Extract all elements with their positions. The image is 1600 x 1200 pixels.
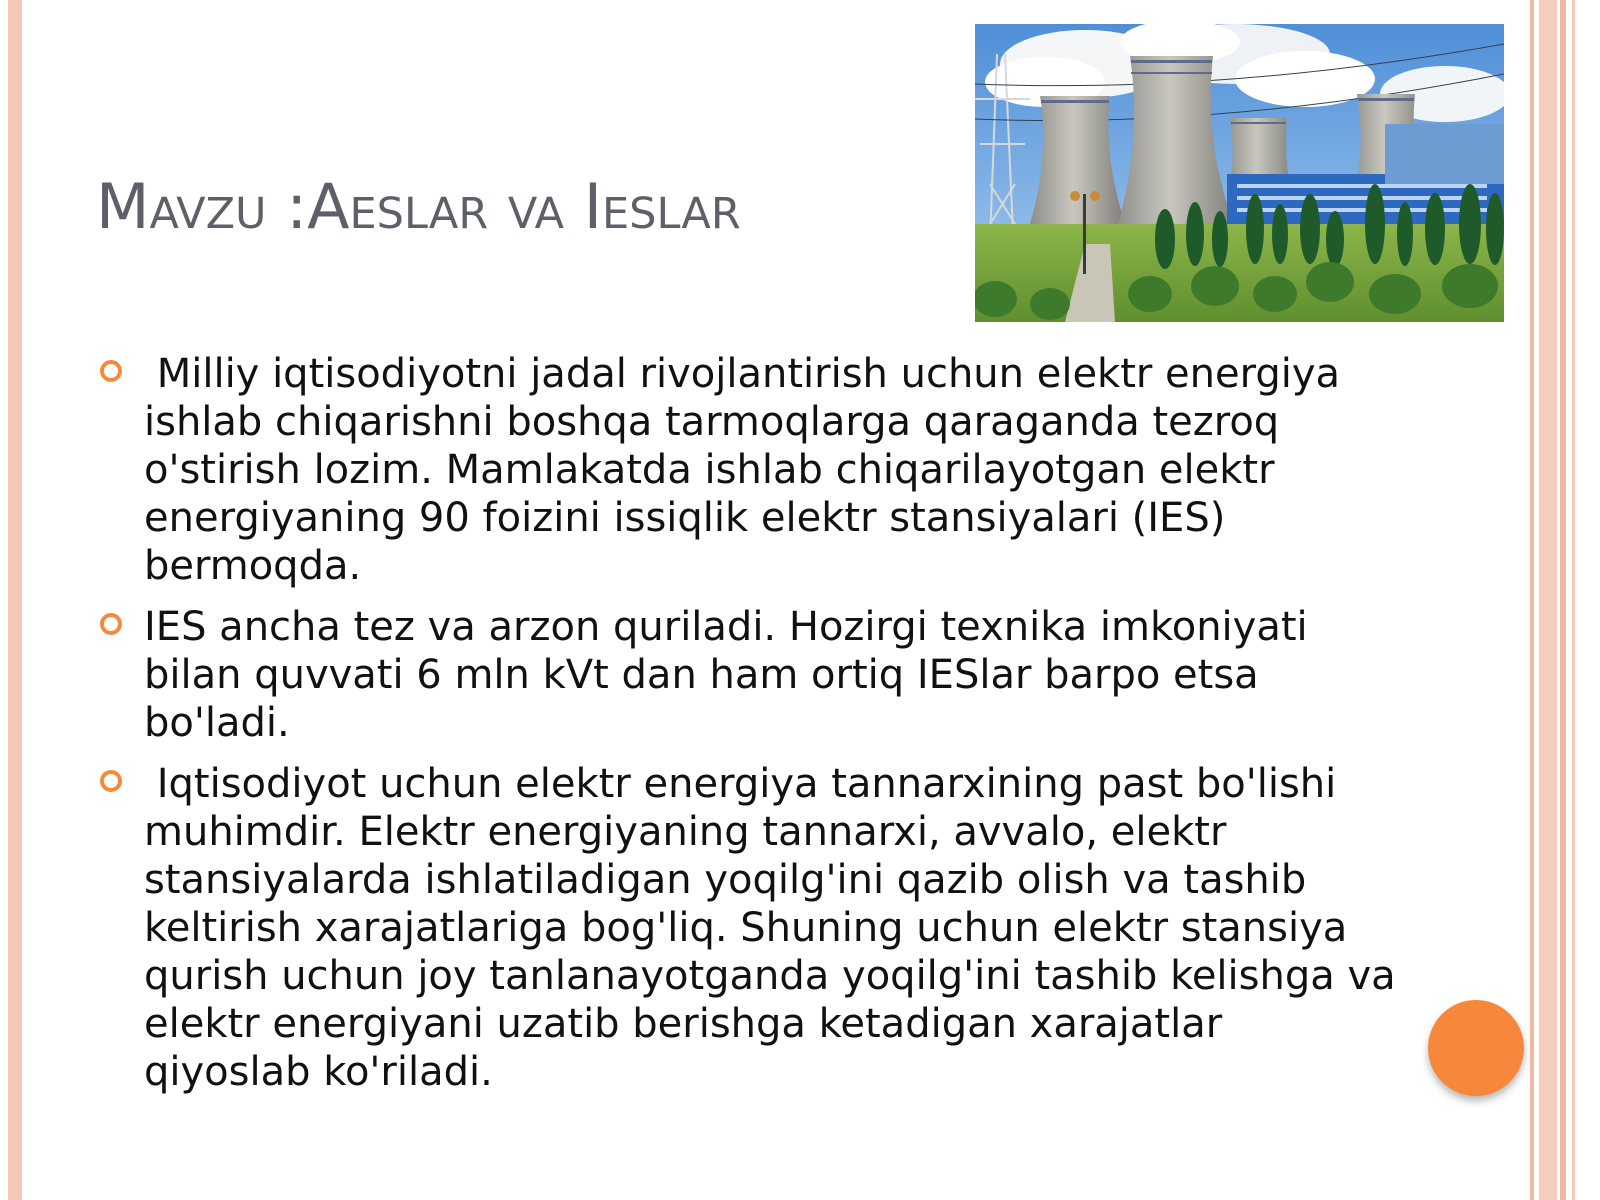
list-item	[96, 603, 1396, 747]
bullet-circle-icon	[100, 613, 122, 635]
right-border-decoration	[1539, 0, 1557, 1200]
next-slide-button[interactable]	[1428, 1000, 1524, 1096]
bullet-text: IES ancha tez va arzon quriladi. Hozirgi texnika imkoniyati bilan quvvati 6 mln kVt dan ham ortiq IESlar barpo etsa bo'ladi.	[144, 604, 1321, 746]
bullet-circle-icon	[100, 770, 122, 792]
bullet-circle-icon	[100, 360, 122, 382]
slide-title: Mavzu :Aeslar va Ieslar	[96, 170, 741, 243]
right-border-decoration	[1560, 0, 1566, 1200]
right-border-decoration	[1572, 0, 1575, 1200]
right-border-decoration	[1530, 0, 1534, 1200]
left-border-decoration	[8, 0, 22, 1200]
bullet-list	[96, 350, 1409, 1109]
power-plant-photo	[975, 24, 1504, 322]
bullet-text: Milliy iqtisodiyotni jadal rivojlantirish uchun elektr energiya ishlab chiqarishni boshqa tarmoqlarga qaraganda tezroq o'stirish lozim. Mamlakatda ishlab chiqarilayotgan elektr energiyaning 90 foizini issiqlik elektr stansiyalari (IES) bermoqda.	[144, 351, 1353, 589]
bullet-text: Iqtisodiyot uchun elektr energiya tannarxining past bo'lishi muhimdir. Elektr energiyaning tannarxi, avvalo, elektr stansiyalarda ishlatiladigan yoqilg'ini qazib olish va tashib keltirish xarajatlariga bog'liq. Shuning uchun elektr stansiya qurish uchun joy tanlanayotganda yoqilg'ini tashib kelishga va elektr energiyani uzatib berishga ketadigan xarajatlar qiyoslab ko'riladi.	[144, 761, 1409, 1095]
list-item	[96, 760, 1409, 1096]
list-item	[96, 350, 1396, 590]
